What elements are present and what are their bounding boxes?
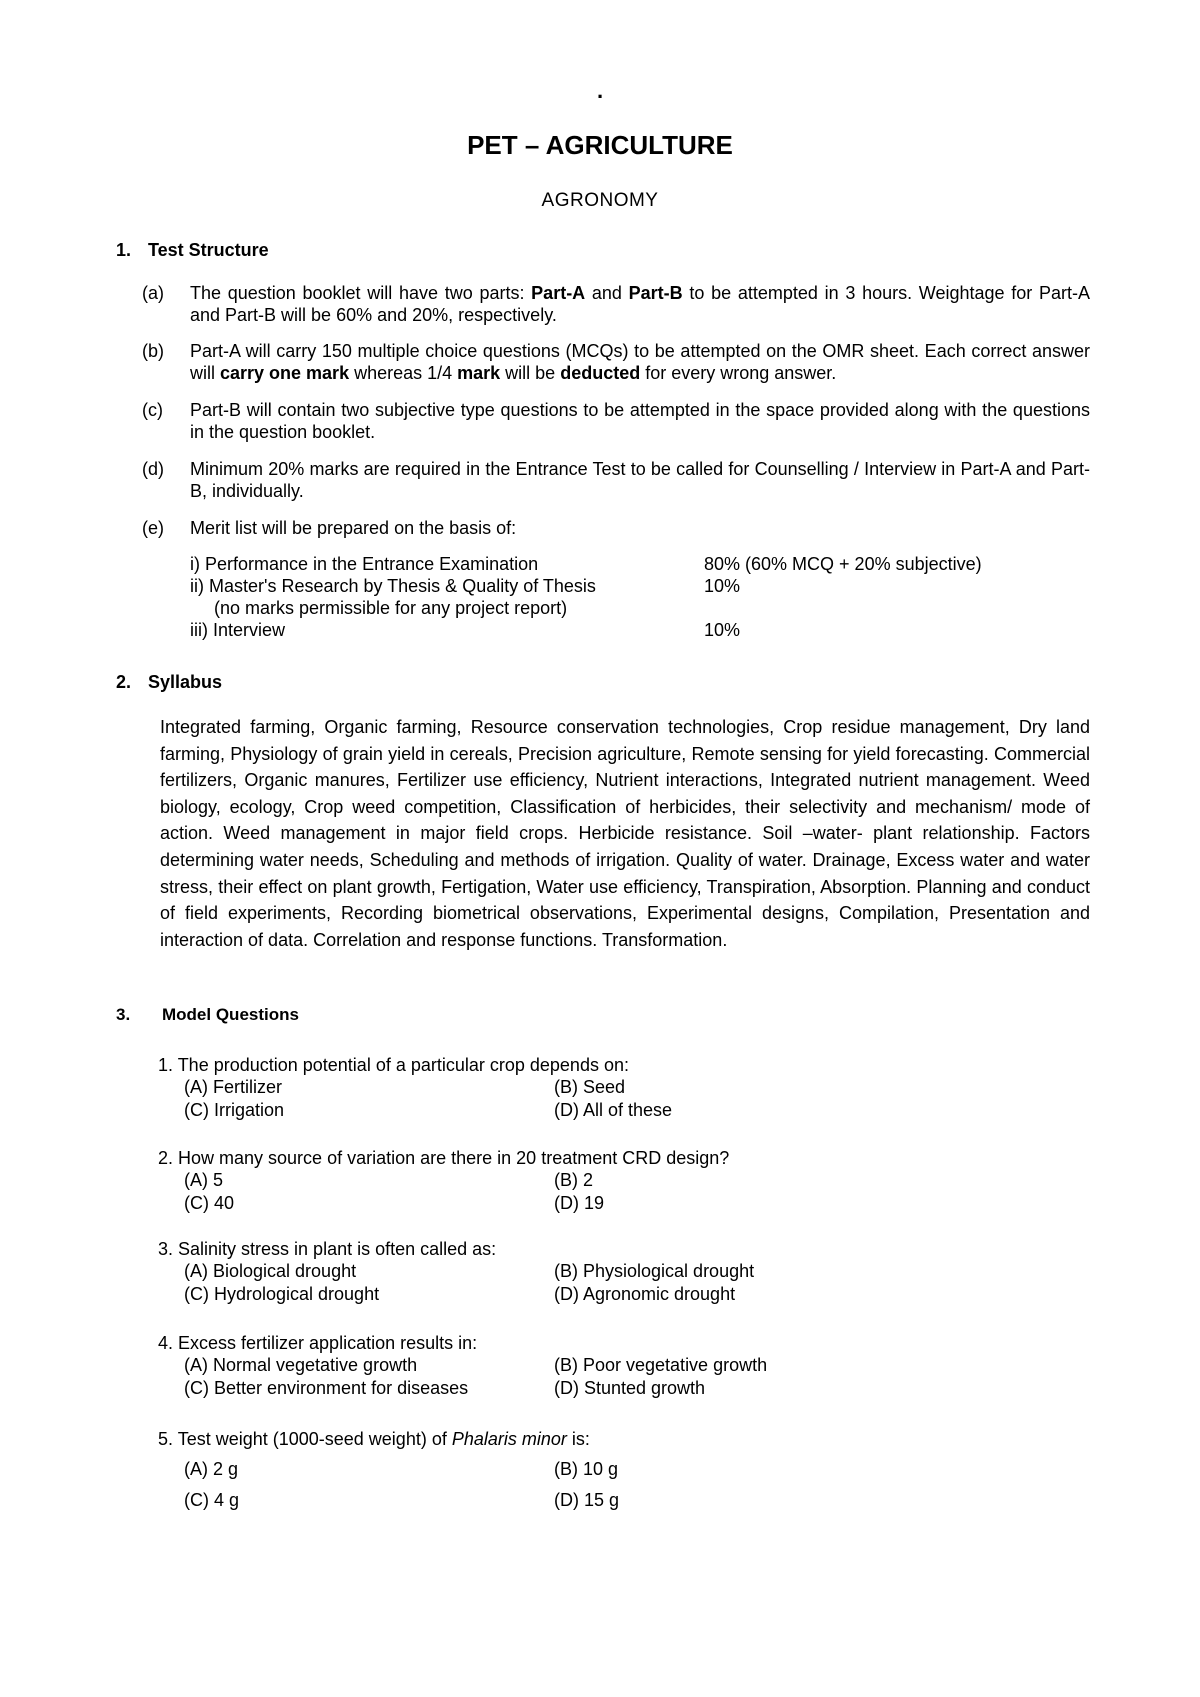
item-text: Merit list will be prepared on the basis of: [190,518,517,538]
option-b: (B) 2 [554,1169,594,1190]
option-b: (B) Seed [554,1076,626,1097]
item-label: (c) [142,400,163,420]
merit-label: i) Performance in the Entrance Examination [190,554,539,574]
option-a: (A) 5 [184,1169,224,1190]
merit-value: 10% [704,620,741,640]
option-c: (C) Better environment for diseases [184,1377,469,1398]
question-options [184,1459,858,1513]
page-subtitle: AGRONOMY [541,190,659,211]
merit-value: 10% [704,576,741,596]
option-b: (B) Poor vegetative growth [554,1354,768,1375]
question-stem: 1. The production potential of a particular crop depends on: [158,1055,629,1075]
item-label: (a) [142,283,164,303]
item-text: Part-A will carry 150 multiple choice questions (MCQs) to be attempted on the OMR sheet. Each correct answer will carry one mark whereas 1/4 mark will be deducted for every wrong answer. [190,341,1090,383]
section-number: 3. [116,1005,131,1024]
merit-table [190,554,1090,642]
section-title: Model Questions [162,1005,299,1024]
merit-row [190,554,1090,576]
merit-row [190,598,1090,620]
option-c: (C) 4 g [184,1489,240,1510]
item-label: (b) [142,341,164,361]
item-e [142,518,1090,540]
item-label: (d) [142,459,164,479]
section-heading-model-questions [116,1005,299,1026]
section-heading-test-structure [116,240,269,262]
species-name: Phalaris minor [451,1429,567,1449]
option-a: (A) 2 g [184,1458,239,1479]
question-1 [158,1055,858,1123]
option-c: (C) 40 [184,1192,235,1213]
question-stem: 5. Test weight (1000-seed weight) of Phalaris minor is: [158,1429,590,1449]
option-b: (B) 10 g [554,1458,619,1479]
option-d: (D) All of these [554,1099,673,1120]
merit-label: ii) Master's Research by Thesis & Quality of Thesis [190,576,596,596]
section-title: Test Structure [148,240,269,260]
question-3 [158,1239,858,1307]
option-c: (C) Irrigation [184,1099,285,1120]
section-number: 1. [116,240,132,260]
page-title: PET – AGRICULTURE [467,130,733,160]
question-options [184,1261,858,1307]
merit-row [190,620,1090,642]
merit-value: 80% (60% MCQ + 20% subjective) [704,554,982,574]
item-text: The question booklet will have two parts: Part-A and Part-B to be attempted in 3 hours. Weightage for Part-A and Part-B will be 60% and 20%, respectively. [190,283,1090,325]
item-text: Part-B will contain two subjective type questions to be attempted in the space provided along with the questions in the question booklet. [190,400,1090,442]
option-d: (D) Agronomic drought [554,1283,736,1304]
question-options [184,1170,858,1216]
question-4 [158,1333,858,1401]
item-c [142,400,1090,444]
item-b [142,341,1090,385]
header-dot: . [596,78,604,103]
option-d: (D) 15 g [554,1489,620,1510]
option-a: (A) Fertilizer [184,1076,282,1097]
question-stem: 4. Excess fertilizer application results in: [158,1333,478,1353]
merit-note: (no marks permissible for any project report) [214,598,568,618]
option-a: (A) Biological drought [184,1260,357,1281]
merit-row [190,576,1090,598]
merit-label: iii) Interview [190,620,286,640]
option-b: (B) Physiological drought [554,1260,755,1281]
syllabus-text: Integrated farming, Organic farming, Resource conservation technologies, Crop residue management, Dry land farming, Physiology of grain yield in cereals, Precision agriculture, Remote sensing for yield forecasting. Commercial fertilizers, Organic manures, Fertilizer use efficiency, Nutrient interactions, Integrated nutrient management. Weed biology, ecology, Crop weed competition, Classification of herbicides, their selectivity and mechanism/ mode of action. Weed management in major field crops. Herbicide resistance. Soil –water- plant relationship. Factors determining water needs, Scheduling and methods of irrigation. Quality of water. Drainage, Excess water and water stress, their effect on plant growth, Fertigation, Water use efficiency, Transpiration, Absorption. Planning and conduct of field experiments, Recording biometrical observations, Experimental designs, Compilation, Presentation and interaction of data. Correlation and response functions. Transformation. [160,717,1090,950]
question-stem: 2. How many source of variation are there in 20 treatment CRD design? [158,1148,730,1168]
section-title: Syllabus [148,672,223,692]
item-a [142,283,1090,327]
option-d: (D) 19 [554,1192,605,1213]
question-options [184,1355,858,1401]
option-d: (D) Stunted growth [554,1377,706,1398]
option-a: (A) Normal vegetative growth [184,1354,418,1375]
item-label: (e) [142,518,164,538]
section-number: 2. [116,672,132,692]
question-2 [158,1148,858,1216]
item-text: Minimum 20% marks are required in the Entrance Test to be called for Counselling / Interview in Part-A and Part-B, individually. [190,459,1090,501]
option-c: (C) Hydrological drought [184,1283,380,1304]
section-heading-syllabus [116,672,222,694]
question-options [184,1077,858,1123]
question-5 [158,1429,858,1513]
question-stem: 3. Salinity stress in plant is often called as: [158,1239,497,1259]
item-d [142,459,1090,503]
